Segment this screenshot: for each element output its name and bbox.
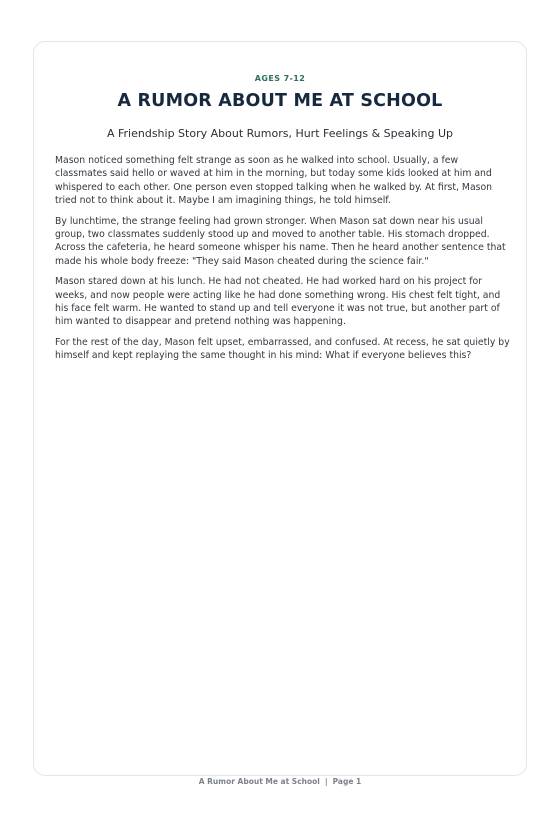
story-paragraph-3: Mason stared down at his lunch. He had not cheated. He had worked hard on his project for weeks, and now people were acting like he had done something wrong. His chest felt tight, and his face felt warm. He wanted to stand up and tell everyone it was not true, but another part of him wanted to disappear and pretend nothing was happening. (55, 276, 501, 328)
footer-doc-title: A Rumor About Me at School (198, 777, 320, 786)
footer-separator: | (324, 777, 328, 786)
story-paragraph-2: By lunchtime, the strange feeling had grown stronger. When Mason sat down near his usual group, two classmates suddenly stood up and moved to another table. His stomach dropped. Across the cafeteria, he heard someone whisper his name. Then he heard another sentence that made his whole body freeze: "They said Mason cheated during the science fair." (55, 215, 506, 267)
age-range-label: AGES 7-12 (254, 74, 306, 83)
story-paragraph-4: For the rest of the day, Mason felt upset, embarrassed, and confused. At recess, he sat quietly by himself and kept replaying the same thought in his mind: What if everyone believes this? (55, 336, 510, 362)
story-subtitle: A Friendship Story About Rumors, Hurt Feelings & Speaking Up (106, 127, 454, 140)
story-paragraph-1: Mason noticed something felt strange as soon as he walked into school. Usually, a few classmates said hello or waved at him in the morning, but today some kids looked at him and whispered to each other. One person even stopped talking when he walked by. At first, Mason tried not to think about it. Maybe I am imagining things, he told himself. (55, 155, 493, 207)
story-body (55, 154, 510, 370)
story-card (33, 41, 527, 776)
footer-page-number: Page 1 (332, 777, 362, 786)
story-title: A RUMOR ABOUT ME AT SCHOOL (117, 91, 443, 111)
page-footer (0, 777, 560, 786)
